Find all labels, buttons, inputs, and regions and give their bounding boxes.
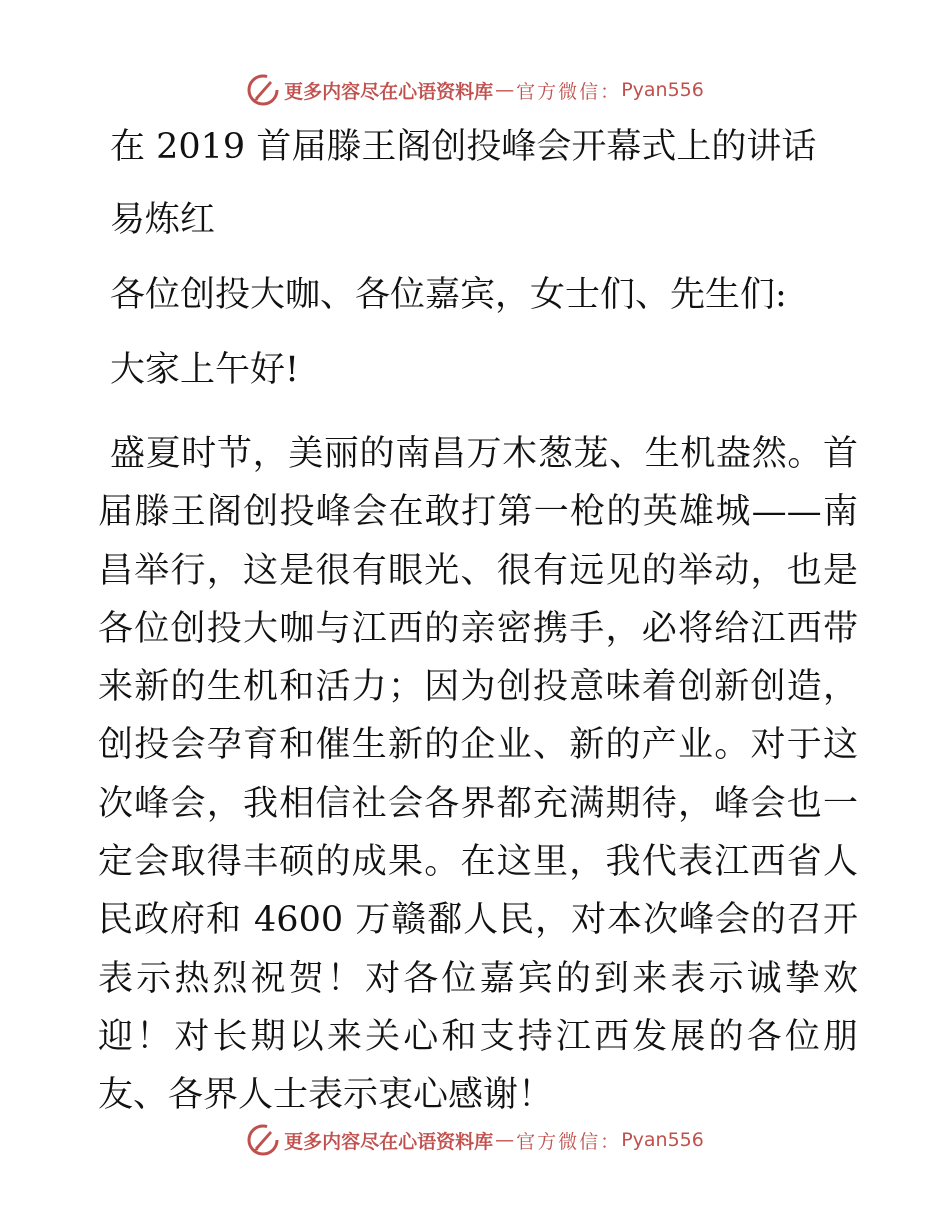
greeting-line: 大家上午好! — [110, 350, 300, 390]
salutation-line: 各位创投大咖、各位嘉宾，女士们、先生们: — [110, 275, 787, 315]
header-watermark-banner — [0, 70, 950, 110]
banner-dash: — — [495, 1129, 515, 1151]
banner-official-label: 官方微信： — [516, 80, 622, 103]
footer-watermark-banner — [0, 1120, 950, 1160]
banner-brand-text: 更多内容尽在心语资料库 — [284, 1130, 494, 1153]
banner-account-id: Pyan556 — [621, 79, 704, 101]
body-paragraph: 盛夏时节，美丽的南昌万木葱茏、生机盎然。首届滕王阁创投峰会在敢打第一枪的英雄城——南昌举行，这是很有眼光、很有远见的举动，也是各位创投大咖与江西的亲密携手，必将给江西带来新的生机和活力；因为创投意味着创新创造，创投会孕育和催生新的企业、新的产业。对于这次峰会，我相信社会各界都充满期待，峰会也一定会取得丰硕的成果。在这里，我代表江西省人民政府和 4600 万赣鄱人民，对本次峰会的召开表示热烈祝贺！对各位嘉宾的到来表示诚挚欢迎！对长期以来关心和支持江西发展的各位朋友、各界人士表示衷心感谢！ — [98, 434, 858, 1116]
banner-dash: — — [495, 79, 515, 101]
quill-logo-icon — [246, 73, 280, 107]
document-author: 易炼红 — [110, 200, 216, 240]
banner-brand-text: 更多内容尽在心语资料库 — [284, 80, 494, 103]
quill-logo-icon — [246, 1123, 280, 1157]
document-title: 在 2019 首届滕王阁创投峰会开幕式上的讲话 — [110, 127, 817, 167]
banner-account-id: Pyan556 — [621, 1129, 704, 1151]
banner-official-label: 官方微信： — [516, 1130, 622, 1153]
